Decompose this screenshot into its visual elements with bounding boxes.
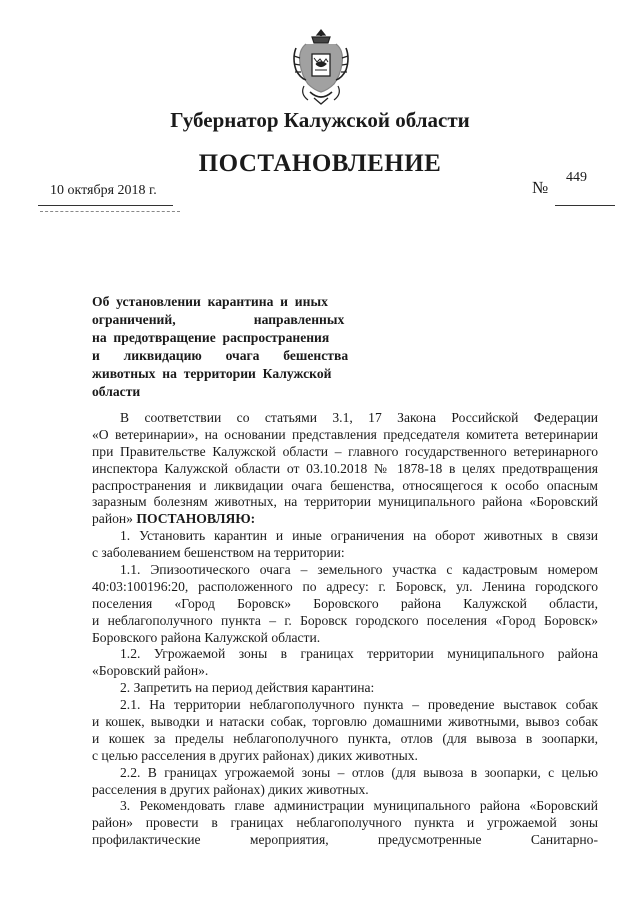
document-type-title: ПОСТАНОВЛЕНИЕ <box>198 150 442 177</box>
document-body <box>92 410 598 849</box>
body-line: профилактические мероприятия, предусмотренные Санитарно- <box>92 832 598 848</box>
body-line: 1.1. Эпизоотического очага – земельного участка с кадастровым номером <box>120 562 598 578</box>
body-line: 2.1. На территории неблагополучного пункта – проведение выставок собак <box>120 697 598 713</box>
body-line: 1. Установить карантин и иные ограничения на оборот животных в связи <box>120 528 598 544</box>
body-line: и кошек, выводки и натаски собак, торговлю домашними животными, вывоз собак <box>92 714 598 730</box>
body-line: «Боровский район». <box>92 663 209 679</box>
subject-line: на предотвращение распространения <box>92 330 330 345</box>
body-line: В соответствии со статьями 3.1, 17 Закона Российской Федерации <box>120 410 598 425</box>
body-line: заразным болезням животных, на территории муниципального района «Боровский <box>92 494 598 510</box>
body-line: 2. Запретить на период действия карантина: <box>120 680 375 696</box>
body-line: 40:03:100196:20, расположенного по адресу: г. Боровск, ул. Ленина городского <box>92 578 598 594</box>
body-line: с целью расселения в других районах) диких животных. <box>92 747 418 763</box>
subject-line: животных на территории Калужской <box>92 366 332 381</box>
subject-line: области <box>92 384 141 399</box>
document-date: 10 октября 2018 г. <box>50 183 157 198</box>
body-line: Боровского района Калужской области. <box>92 629 321 645</box>
body-line: 2.2. В границах угрожаемой зоны – отлов (для вывоза в зоопарки, с целью <box>120 764 598 780</box>
subject-line: и ликвидацию очага бешенства <box>92 348 349 363</box>
number-label: № <box>532 178 549 197</box>
date-dotted-line <box>40 211 180 212</box>
subject-line: Об установлении карантина и иных <box>92 294 328 309</box>
number-underline <box>555 205 615 206</box>
body-line: 3. Рекомендовать главе администрации муниципального района «Боровский <box>120 798 598 814</box>
date-underline <box>38 205 173 206</box>
body-line: район» <box>92 511 133 527</box>
body-line: распространения и ликвидации очага бешенства, относящегося к особо опасным <box>92 477 598 493</box>
document-number: 449 <box>566 170 587 185</box>
body-line: 1.2. Угрожаемой зоны в границах территории муниципального района <box>120 646 598 662</box>
coat-of-arms-icon <box>292 28 350 108</box>
body-line: «О ветеринарии», на основании представления председателя комитета ветеринарии <box>92 426 598 442</box>
decree-word: ПОСТАНОВЛЯЮ: <box>136 511 256 527</box>
body-line: район» провести в границах неблагополучного пункта и угрожаемой зоны <box>92 815 598 831</box>
body-line: поселения «Город Боровск» Боровского района Калужской области, <box>92 595 598 611</box>
issuing-authority: Губернатор Калужской области <box>170 108 470 132</box>
body-line: при Правительстве Калужской области – главного государственного ветеринарного <box>92 443 598 459</box>
body-line: с заболеванием бешенством на территории: <box>92 545 345 561</box>
body-line: расселения в других районах) диких животных. <box>92 781 369 797</box>
document-subject <box>92 293 348 401</box>
subject-line: ограничений, направленных <box>92 312 345 327</box>
body-line: и неблагополучного пункта – г. Боровск городского поселения «Город Боровск» <box>92 612 598 628</box>
body-line: и кошек за пределы неблагополучного пункта, отлов (для вывоза в зоопарки, <box>92 730 598 746</box>
body-line-with-decree <box>92 511 598 528</box>
body-line: инспектора Калужской области от 03.10.2018 № 1878-18 в целях предотвращения <box>92 460 598 476</box>
